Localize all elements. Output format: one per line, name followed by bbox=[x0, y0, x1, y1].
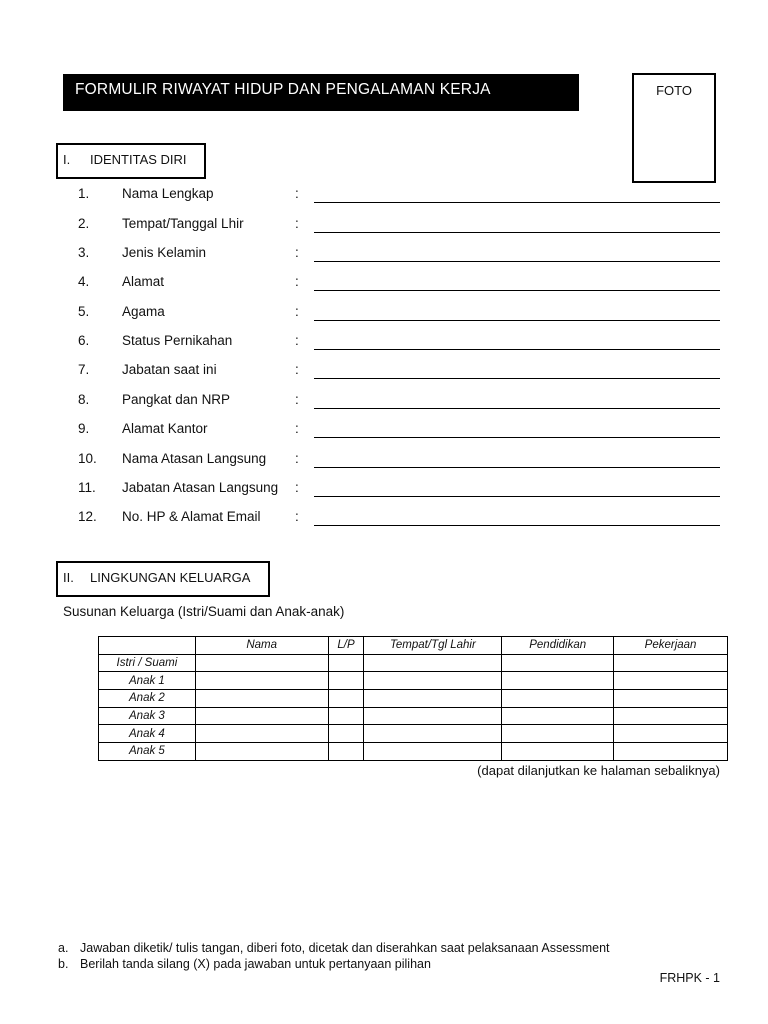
table-cell[interactable] bbox=[614, 672, 728, 690]
table-cell[interactable] bbox=[328, 707, 364, 725]
field-label: No. HP & Alamat Email bbox=[122, 509, 261, 524]
table-cell[interactable] bbox=[364, 672, 502, 690]
table-cell[interactable] bbox=[195, 654, 328, 672]
field-number: 4. bbox=[78, 274, 90, 289]
footnote bbox=[58, 956, 610, 972]
field-entry-line[interactable] bbox=[314, 408, 720, 409]
footnote-key: a. bbox=[58, 941, 69, 955]
field-number: 12. bbox=[78, 509, 97, 524]
field-colon: : bbox=[295, 274, 299, 289]
field-entry-line[interactable] bbox=[314, 290, 720, 291]
field-row bbox=[0, 362, 768, 382]
table-cell[interactable] bbox=[195, 690, 328, 708]
field-number: 6. bbox=[78, 333, 90, 348]
field-entry-line[interactable] bbox=[314, 496, 720, 497]
family-subtitle: Susunan Keluarga (Istri/Suami dan Anak-anak) bbox=[63, 604, 345, 619]
table-cell[interactable] bbox=[364, 707, 502, 725]
row-label: Istri / Suami bbox=[99, 654, 196, 672]
field-colon: : bbox=[295, 480, 299, 495]
field-colon: : bbox=[295, 509, 299, 524]
table-cell[interactable] bbox=[328, 672, 364, 690]
table-cell[interactable] bbox=[195, 672, 328, 690]
table-cell[interactable] bbox=[364, 690, 502, 708]
table-cell[interactable] bbox=[364, 725, 502, 743]
row-label: Anak 4 bbox=[99, 725, 196, 743]
field-colon: : bbox=[295, 245, 299, 260]
table-cell[interactable] bbox=[614, 725, 728, 743]
footnote-key: b. bbox=[58, 957, 69, 971]
column-header: Tempat/Tgl Lahir bbox=[364, 637, 502, 655]
row-label: Anak 3 bbox=[99, 707, 196, 725]
footnote-text: Jawaban diketik/ tulis tangan, diberi foto, dicetak dan diserahkan saat pelaksanaan Assessment bbox=[80, 941, 610, 955]
section-title: IDENTITAS DIRI bbox=[90, 152, 187, 167]
table-cell[interactable] bbox=[614, 707, 728, 725]
field-number: 1. bbox=[78, 186, 90, 201]
field-entry-line[interactable] bbox=[314, 437, 720, 438]
field-colon: : bbox=[295, 303, 299, 319]
field-row bbox=[0, 451, 768, 471]
field-label: Alamat bbox=[122, 274, 165, 289]
column-header: Nama bbox=[195, 637, 328, 655]
footnotes bbox=[58, 940, 610, 972]
field-colon: : bbox=[295, 421, 299, 436]
table-cell[interactable] bbox=[195, 707, 328, 725]
table-cell[interactable] bbox=[614, 690, 728, 708]
footnote-text: Berilah tanda silang (X) pada jawaban untuk pertanyaan pilihan bbox=[80, 957, 431, 971]
table-cell[interactable] bbox=[502, 707, 614, 725]
field-row bbox=[0, 480, 768, 500]
field-number: 3. bbox=[78, 245, 90, 260]
field-row bbox=[0, 333, 768, 353]
column-header bbox=[99, 637, 196, 655]
field-entry-line[interactable] bbox=[314, 202, 720, 203]
field-number: 7. bbox=[78, 362, 90, 377]
field-number: 9. bbox=[78, 421, 90, 436]
table-row bbox=[99, 743, 728, 761]
field-entry-line[interactable] bbox=[314, 525, 720, 526]
field-number: 8. bbox=[78, 391, 90, 407]
field-entry-line[interactable] bbox=[314, 349, 720, 350]
form-title bbox=[63, 74, 579, 111]
table-cell[interactable] bbox=[328, 654, 364, 672]
field-label: Nama Lengkap bbox=[122, 186, 214, 201]
field-label: Tempat/Tanggal Lhir bbox=[122, 215, 244, 231]
table-cell[interactable] bbox=[195, 743, 328, 761]
table-cell[interactable] bbox=[328, 743, 364, 761]
section-lingkungan-keluarga bbox=[56, 561, 270, 597]
table-cell[interactable] bbox=[195, 725, 328, 743]
field-row bbox=[0, 421, 768, 441]
field-entry-line[interactable] bbox=[314, 320, 720, 321]
table-header-row bbox=[99, 637, 728, 655]
section-number: II. bbox=[63, 570, 74, 585]
field-colon: : bbox=[295, 362, 299, 377]
field-entry-line[interactable] bbox=[314, 261, 720, 262]
field-row bbox=[0, 186, 768, 206]
field-colon: : bbox=[295, 186, 299, 201]
column-header: L/P bbox=[328, 637, 364, 655]
field-colon: : bbox=[295, 391, 299, 407]
section-number: I. bbox=[63, 152, 71, 167]
field-row bbox=[0, 274, 768, 294]
table-cell[interactable] bbox=[328, 690, 364, 708]
field-colon: : bbox=[295, 333, 299, 348]
field-colon: : bbox=[295, 450, 299, 466]
table-cell[interactable] bbox=[364, 743, 502, 761]
section-identitas-diri bbox=[56, 143, 206, 179]
table-cell[interactable] bbox=[328, 725, 364, 743]
field-number: 2. bbox=[78, 215, 90, 231]
column-header: Pekerjaan bbox=[614, 637, 728, 655]
field-number: 10. bbox=[78, 450, 97, 466]
table-row bbox=[99, 690, 728, 708]
page-code: FRHPK - 1 bbox=[659, 971, 720, 985]
continued-note: (dapat dilanjutkan ke halaman sebaliknya) bbox=[477, 763, 720, 778]
table-row bbox=[99, 707, 728, 725]
field-entry-line[interactable] bbox=[314, 467, 720, 468]
table-cell[interactable] bbox=[502, 743, 614, 761]
section-title: LINGKUNGAN KELUARGA bbox=[90, 570, 251, 585]
field-label: Status Pernikahan bbox=[122, 333, 233, 348]
field-number: 5. bbox=[78, 303, 90, 319]
field-row bbox=[0, 509, 768, 529]
field-colon: : bbox=[295, 215, 299, 231]
form-title-text: FORMULIR RIWAYAT HIDUP DAN PENGALAMAN KERJA bbox=[75, 81, 491, 98]
field-entry-line[interactable] bbox=[314, 232, 720, 233]
table-cell[interactable] bbox=[502, 654, 614, 672]
field-label: Alamat Kantor bbox=[122, 421, 208, 436]
table-row bbox=[99, 654, 728, 672]
row-label: Anak 1 bbox=[99, 672, 196, 690]
field-entry-line[interactable] bbox=[314, 378, 720, 379]
table-cell[interactable] bbox=[502, 690, 614, 708]
field-label: Agama bbox=[122, 303, 165, 319]
field-row bbox=[0, 392, 768, 412]
photo-label: FOTO bbox=[656, 83, 692, 98]
field-row bbox=[0, 216, 768, 236]
table-cell[interactable] bbox=[502, 672, 614, 690]
table-row bbox=[99, 672, 728, 690]
field-number: 11. bbox=[78, 480, 96, 495]
table-cell[interactable] bbox=[364, 654, 502, 672]
row-label: Anak 5 bbox=[99, 743, 196, 761]
field-row bbox=[0, 245, 768, 265]
family-table bbox=[98, 636, 728, 761]
table-row bbox=[99, 725, 728, 743]
field-label: Nama Atasan Langsung bbox=[122, 450, 267, 466]
row-label: Anak 2 bbox=[99, 690, 196, 708]
table-cell[interactable] bbox=[614, 654, 728, 672]
column-header: Pendidikan bbox=[502, 637, 614, 655]
field-label: Jabatan Atasan Langsung bbox=[122, 480, 279, 495]
table-cell[interactable] bbox=[614, 743, 728, 761]
footnote bbox=[58, 940, 610, 956]
field-label: Jenis Kelamin bbox=[122, 245, 207, 260]
table-cell[interactable] bbox=[502, 725, 614, 743]
field-label: Pangkat dan NRP bbox=[122, 391, 231, 407]
field-row bbox=[0, 304, 768, 324]
photo-box bbox=[632, 73, 716, 183]
field-label: Jabatan saat ini bbox=[122, 362, 217, 377]
